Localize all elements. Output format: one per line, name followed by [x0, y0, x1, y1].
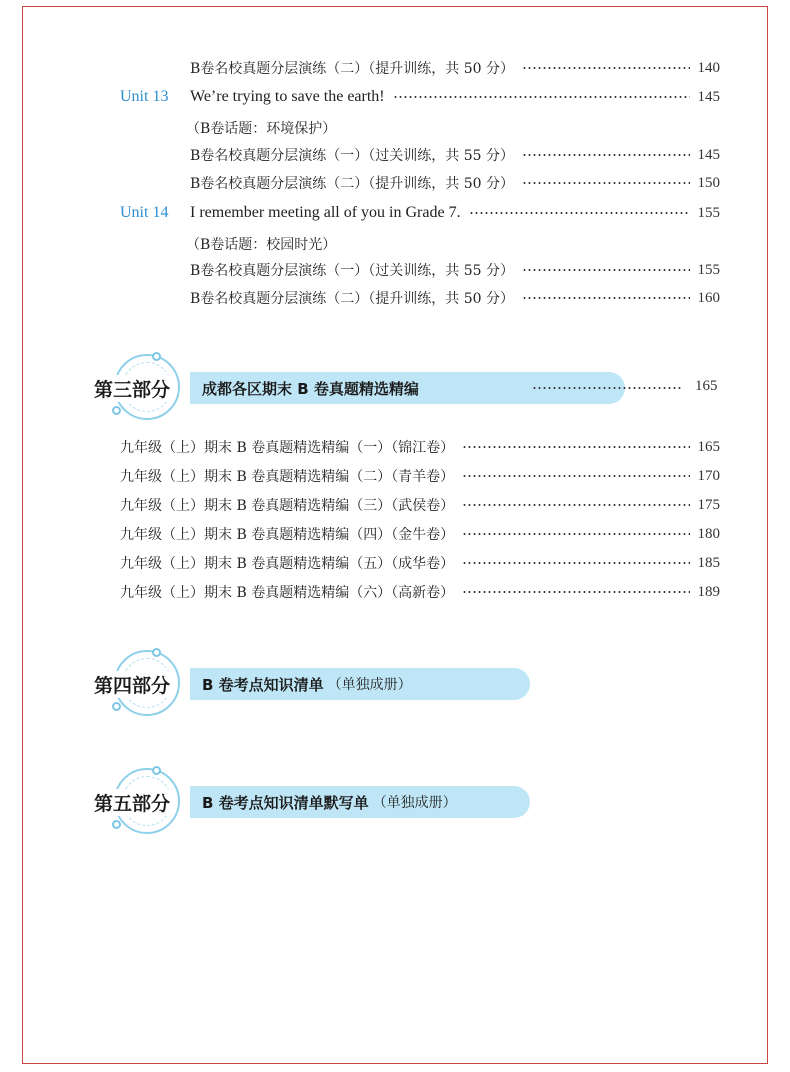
dot-leader — [462, 562, 689, 564]
unit-topic: （B卷话题：校园时光） — [186, 237, 337, 253]
toc-entry-title: B卷名校真题分层演练（二）（提升训练，共 50 分） — [190, 176, 515, 192]
toc-entry-page: 155 — [697, 261, 720, 278]
section-header-part5[interactable] — [92, 772, 552, 832]
decorative-dot — [152, 766, 161, 775]
dot-leader — [532, 387, 682, 389]
dot-leader — [469, 212, 690, 214]
toc-entry-page: 180 — [697, 525, 720, 542]
toc-entry-title: 九年级（上）期末 B 卷真题精选精编（六）（高新卷） — [120, 585, 455, 601]
toc-entry[interactable] — [120, 493, 720, 517]
toc-entry-page: 189 — [697, 583, 720, 600]
section-header-part3[interactable] — [92, 358, 722, 418]
toc-entry-page: 150 — [697, 174, 720, 191]
toc-entry-page: 145 — [697, 146, 720, 163]
toc-entry[interactable] — [120, 580, 720, 604]
section-note: （单独成册） — [327, 677, 412, 693]
toc-entry-title: 九年级（上）期末 B 卷真题精选精编（二）（青羊卷） — [120, 469, 455, 485]
toc-entry-page: 160 — [697, 289, 720, 306]
toc-entry-title: B卷名校真题分层演练（一）（过关训练，共 55 分） — [190, 148, 515, 164]
toc-unit-entry[interactable] — [190, 201, 720, 225]
toc-entry-page: 145 — [697, 88, 720, 105]
unit-title: I remember meeting all of you in Grade 7. — [190, 204, 461, 221]
section-title-bar — [190, 668, 530, 700]
toc-entry-page: 155 — [697, 204, 720, 221]
section-badge: 第四部分 — [92, 671, 172, 698]
toc-entry[interactable] — [120, 522, 720, 546]
toc-entry[interactable] — [190, 171, 720, 195]
toc-entry[interactable] — [120, 464, 720, 488]
unit-topic: （B卷话题：环境保护） — [186, 121, 337, 137]
dot-leader — [522, 182, 689, 184]
toc-entry[interactable] — [190, 143, 720, 167]
section-header-part4[interactable] — [92, 654, 552, 714]
decorative-dot — [152, 648, 161, 657]
toc-entry-page: 140 — [697, 59, 720, 76]
unit-title: We’re trying to save the earth! — [190, 88, 385, 105]
dot-leader — [522, 154, 689, 156]
dot-leader — [393, 96, 690, 98]
section-title: 成都各区期末 B 卷真题精选精编 — [202, 379, 419, 398]
toc-entry[interactable] — [120, 551, 720, 575]
toc-entry-page: 175 — [697, 496, 720, 513]
section-note: （单独成册） — [372, 795, 457, 811]
toc-entry-page: 185 — [697, 554, 720, 571]
decorative-dot — [112, 702, 121, 711]
toc-entry-title: 九年级（上）期末 B 卷真题精选精编（五）（成华卷） — [120, 556, 455, 572]
toc-entry-title: 九年级（上）期末 B 卷真题精选精编（三）（武侯卷） — [120, 498, 455, 514]
toc-entry-page: 165 — [697, 438, 720, 455]
dot-leader — [462, 504, 689, 506]
toc-entry[interactable] — [190, 56, 720, 80]
toc-unit-entry[interactable] — [190, 85, 720, 109]
section-title: B 卷考点知识清单 — [202, 675, 324, 694]
section-page: 165 — [695, 378, 718, 394]
decorative-dot — [152, 352, 161, 361]
dot-leader — [462, 475, 689, 477]
toc-entry-page: 170 — [697, 467, 720, 484]
dot-leader — [522, 269, 689, 271]
toc-entry-title: B卷名校真题分层演练（一）（过关训练，共 55 分） — [190, 263, 515, 279]
toc-entry-title: 九年级（上）期末 B 卷真题精选精编（一）（锦江卷） — [120, 440, 455, 456]
toc-entry[interactable] — [190, 258, 720, 282]
dot-leader — [462, 533, 689, 535]
toc-entry-title: B卷名校真题分层演练（二）（提升训练，共 50 分） — [190, 291, 515, 307]
decorative-dot — [112, 406, 121, 415]
unit-label: Unit 14 — [120, 204, 169, 221]
dot-leader — [462, 591, 689, 593]
dot-leader — [522, 67, 689, 69]
toc-entry[interactable] — [120, 435, 720, 459]
toc-entry-title: 九年级（上）期末 B 卷真题精选精编（四）（金牛卷） — [120, 527, 455, 543]
dot-leader — [462, 446, 689, 448]
section-badge: 第三部分 — [92, 375, 172, 402]
section-title: B 卷考点知识清单默写单 — [202, 793, 369, 812]
section-title-bar — [190, 786, 530, 818]
unit-label: Unit 13 — [120, 88, 169, 105]
toc-entry-title: B卷名校真题分层演练（二）（提升训练，共 50 分） — [190, 61, 515, 77]
decorative-dot — [112, 820, 121, 829]
toc-entry[interactable] — [190, 286, 720, 310]
section-badge: 第五部分 — [92, 789, 172, 816]
dot-leader — [522, 297, 689, 299]
